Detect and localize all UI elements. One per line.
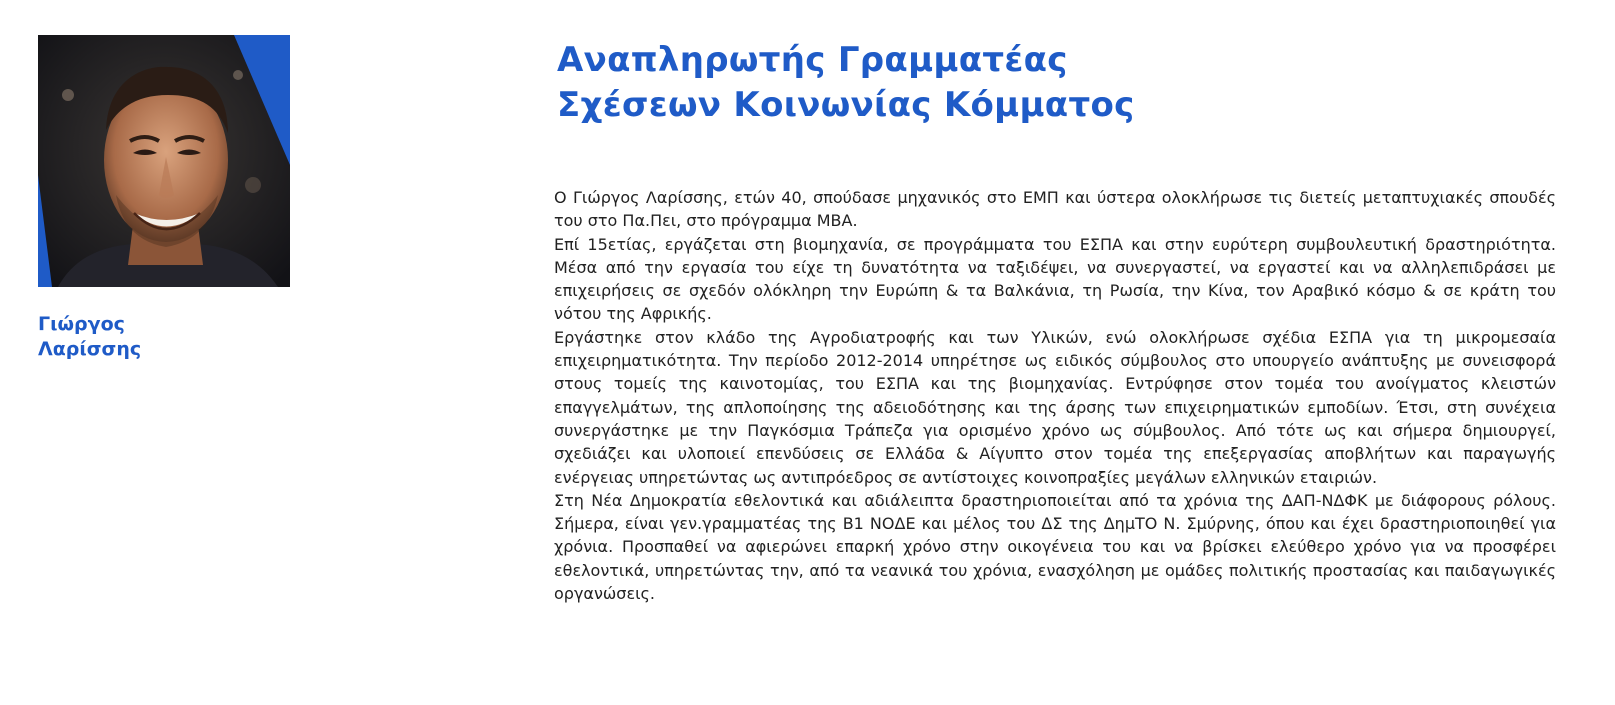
role-title-line-2: Σχέσεων Κοινωνίας Κόμματος (557, 85, 1135, 125)
bio-paragraph: Επί 15ετίας, εργάζεται στη βιομηχανία, σε προγράμματα του ΕΣΠΑ και στην ευρύτερη συμβουλευτική δραστηριότητα. Μέσα από την εργασία του είχε τη δυνατότητα να ταξιδέψει, να συνεργαστεί, να εργαστεί και να αλληλεπιδράσει με επιχειρήσεις σε σχεδόν ολόκληρη την Ευρώπη & τα Βαλκάνια, τη Ρωσία, την Κίνα, τον Αραβικό κόσμο & σε κράτη του νότου της Αφρικής. (554, 234, 1556, 324)
profile-photo (38, 35, 290, 287)
bio-paragraph: Στη Νέα Δημοκρατία εθελοντικά και αδιάλειπτα δραστηριοποιείται από τα χρόνια της ΔΑΠ-ΝΔΦΚ με διάφορους ρόλους. Σήμερα, είναι γεν.γραμματέας της Β1 ΝΟΔΕ και μέλος του ΔΣ της ΔημΤΟ Ν. Σμύρνης, όπου και έχει δραστηριοποιηθεί για χρόνια. Προσπαθεί να αφιερώνει επαρκή χρόνο στην οικογένεια του και να βρίσκει ελεύθερο χρόνο για να προσφέρει εθελοντικά, υπηρετώντας την, από τα νεανικά του χρόνια, ενασχόληση με ομάδες πολιτικής προστασίας και παιδαγωγικές οργανώσεις. (554, 490, 1556, 604)
person-last-name: Λαρίσσης (38, 338, 142, 360)
biography (554, 186, 1556, 605)
bio-paragraph: Εργάστηκε στον κλάδο της Αγροδιατροφής και των Υλικών, ενώ ολοκλήρωσε σχέδια ΕΣΠΑ για τη μικρομεσαία επιχειρηματικότητα. Την περίοδο 2012-2014 υπηρέτησε ως ειδικός σύμβουλος στο υπουργείο ανάπτυξης με συνεισφορά στους τομείς της καινοτομίας, του ΕΣΠΑ και της βιομηχανίας. Εντρύφησε στον τομέα του ανοίγματος κλειστών επαγγελμάτων, της απλοποίησης της αδειοδότησης και της άρσης των επιχειρηματικών εμποδίων. Έτσι, στη συνέχεια συνεργάστηκε με την Παγκόσμια Τράπεζα για ορισμένο χρόνο ως σύμβουλος. Από τότε ως και σήμερα δημιουργεί, σχεδιάζει και υλοποιεί επενδύσεις σε Ελλάδα & Αίγυπτο στον τομέα της επεξεργασίας αποβλήτων και παραγωγής ενέργειας υπηρετώντας ως αντιπρόεδρος σε αντίστοιχες κοινοπραξίες μεγάλων ελληνικών εταιριών. (554, 327, 1556, 487)
bio-paragraph: Ο Γιώργος Λαρίσσης, ετών 40, σπούδασε μηχανικός στο ΕΜΠ και ύστερα ολοκλήρωσε τις διετείς μεταπτυχιακές σπουδές του στο Πα.Πει, στο πρόγραμμα ΜΒΑ. (554, 188, 1556, 231)
person-first-name: Γιώργος (38, 313, 125, 335)
portrait-photo-icon (38, 35, 290, 287)
role-title-line-1: Αναπληρωτής Γραμματέας (557, 40, 1068, 80)
role-title (557, 38, 1557, 128)
person-name (38, 312, 238, 362)
